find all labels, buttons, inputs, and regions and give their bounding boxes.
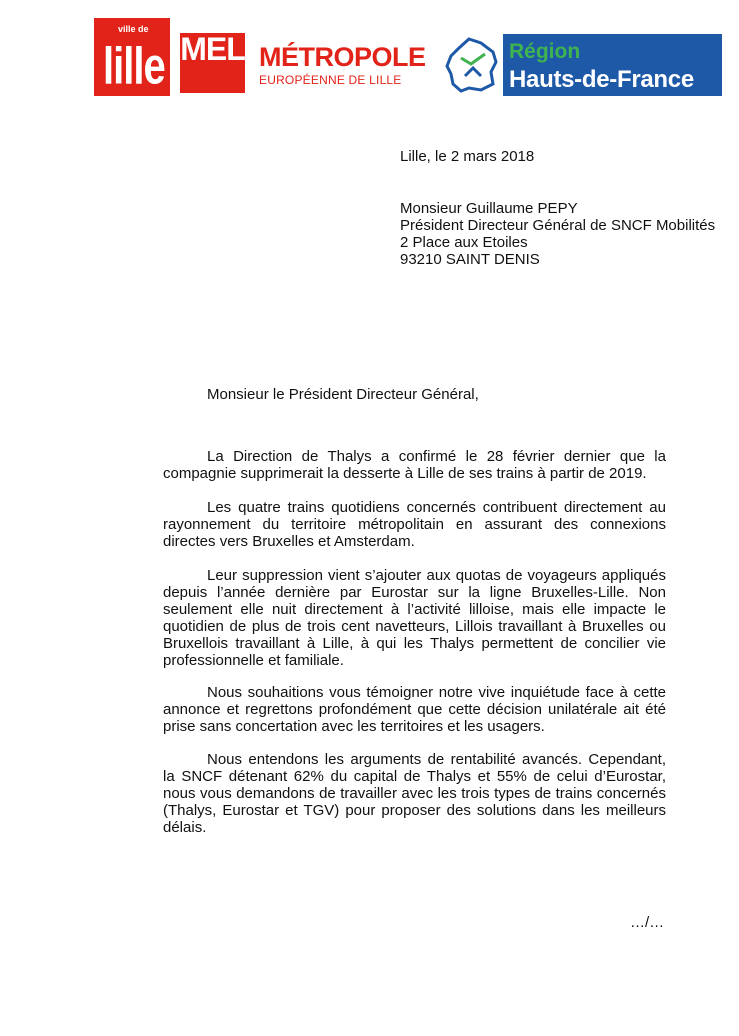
ville-de-lille-logo bbox=[94, 18, 170, 96]
recipient-address bbox=[400, 200, 715, 268]
paragraph-1 bbox=[163, 448, 666, 482]
metropole-logo-title: MÉTROPOLE bbox=[259, 42, 426, 72]
mel-logo bbox=[180, 33, 245, 93]
recipient-city: 93210 SAINT DENIS bbox=[400, 251, 540, 268]
paragraph-2 bbox=[163, 499, 666, 550]
paragraph-5-text: Nous entendons les arguments de rentabilité avancés. Cependant, la SNCF détenant 62% du capital de Thalys et 55% de celui d’Eurostar, nous vous demandons de travailler avec les trois types de trains concernés (Thalys, Eurostar et TGV) pour proposer des solutions dans les meilleurs délais. bbox=[163, 751, 666, 836]
recipient-name: Monsieur Guillaume PEPY bbox=[400, 200, 578, 217]
lille-logo-big: lille bbox=[103, 38, 165, 96]
paragraph-4 bbox=[163, 684, 666, 735]
region-logo-line1: Région bbox=[509, 40, 581, 63]
recipient-title: Président Directeur Général de SNCF Mobilités bbox=[400, 217, 716, 234]
region-hauts-de-france-logo bbox=[441, 34, 722, 96]
lille-logo-small: ville de bbox=[118, 24, 149, 34]
paragraph-4-text: Nous souhaitions vous témoigner notre vive inquiétude face à cette annonce et regrettons profondément que cette décision unilatérale ait été prise sans concertation avec les territoires et les usagers. bbox=[163, 684, 666, 735]
mel-logo-text: MEL bbox=[180, 33, 245, 67]
recipient-street: 2 Place aux Etoiles bbox=[400, 234, 528, 251]
metropole-logo-subtitle: EUROPÉENNE DE LILLE bbox=[259, 73, 402, 87]
paragraph-3 bbox=[163, 567, 666, 669]
paragraph-5 bbox=[163, 751, 666, 836]
region-map-icon bbox=[441, 34, 503, 96]
paragraph-3-text: Leur suppression vient s’ajouter aux quotas de voyageurs appliqués depuis l’année dernière par Eurostar sur la ligne Bruxelles-Lille. Non seulement elle nuit directement à l’activité lilloise, mais elle impacte le quotidien de plus de trois cent navetteurs, Lillois travaillant à Bruxelles ou Bruxellois travaillant à Lille, à qui les Thalys permettent de concilier vie professionnelle et familiale. bbox=[163, 567, 666, 669]
salutation: Monsieur le Président Directeur Général, bbox=[207, 386, 479, 403]
paragraph-2-text: Les quatre trains quotidiens concernés contribuent directement au rayonnement du territoire métropolitain en assurant des connexions directes vers Bruxelles et Amsterdam. bbox=[163, 499, 666, 550]
region-logo-line2: Hauts-de-France bbox=[509, 66, 694, 93]
continued-mark: …/… bbox=[630, 914, 665, 931]
paragraph-1-text: La Direction de Thalys a confirmé le 28 février dernier que la compagnie supprimerait la desserte à Lille de ses trains à partir de 2019. bbox=[163, 448, 666, 482]
letter-date: Lille, le 2 mars 2018 bbox=[400, 148, 535, 165]
